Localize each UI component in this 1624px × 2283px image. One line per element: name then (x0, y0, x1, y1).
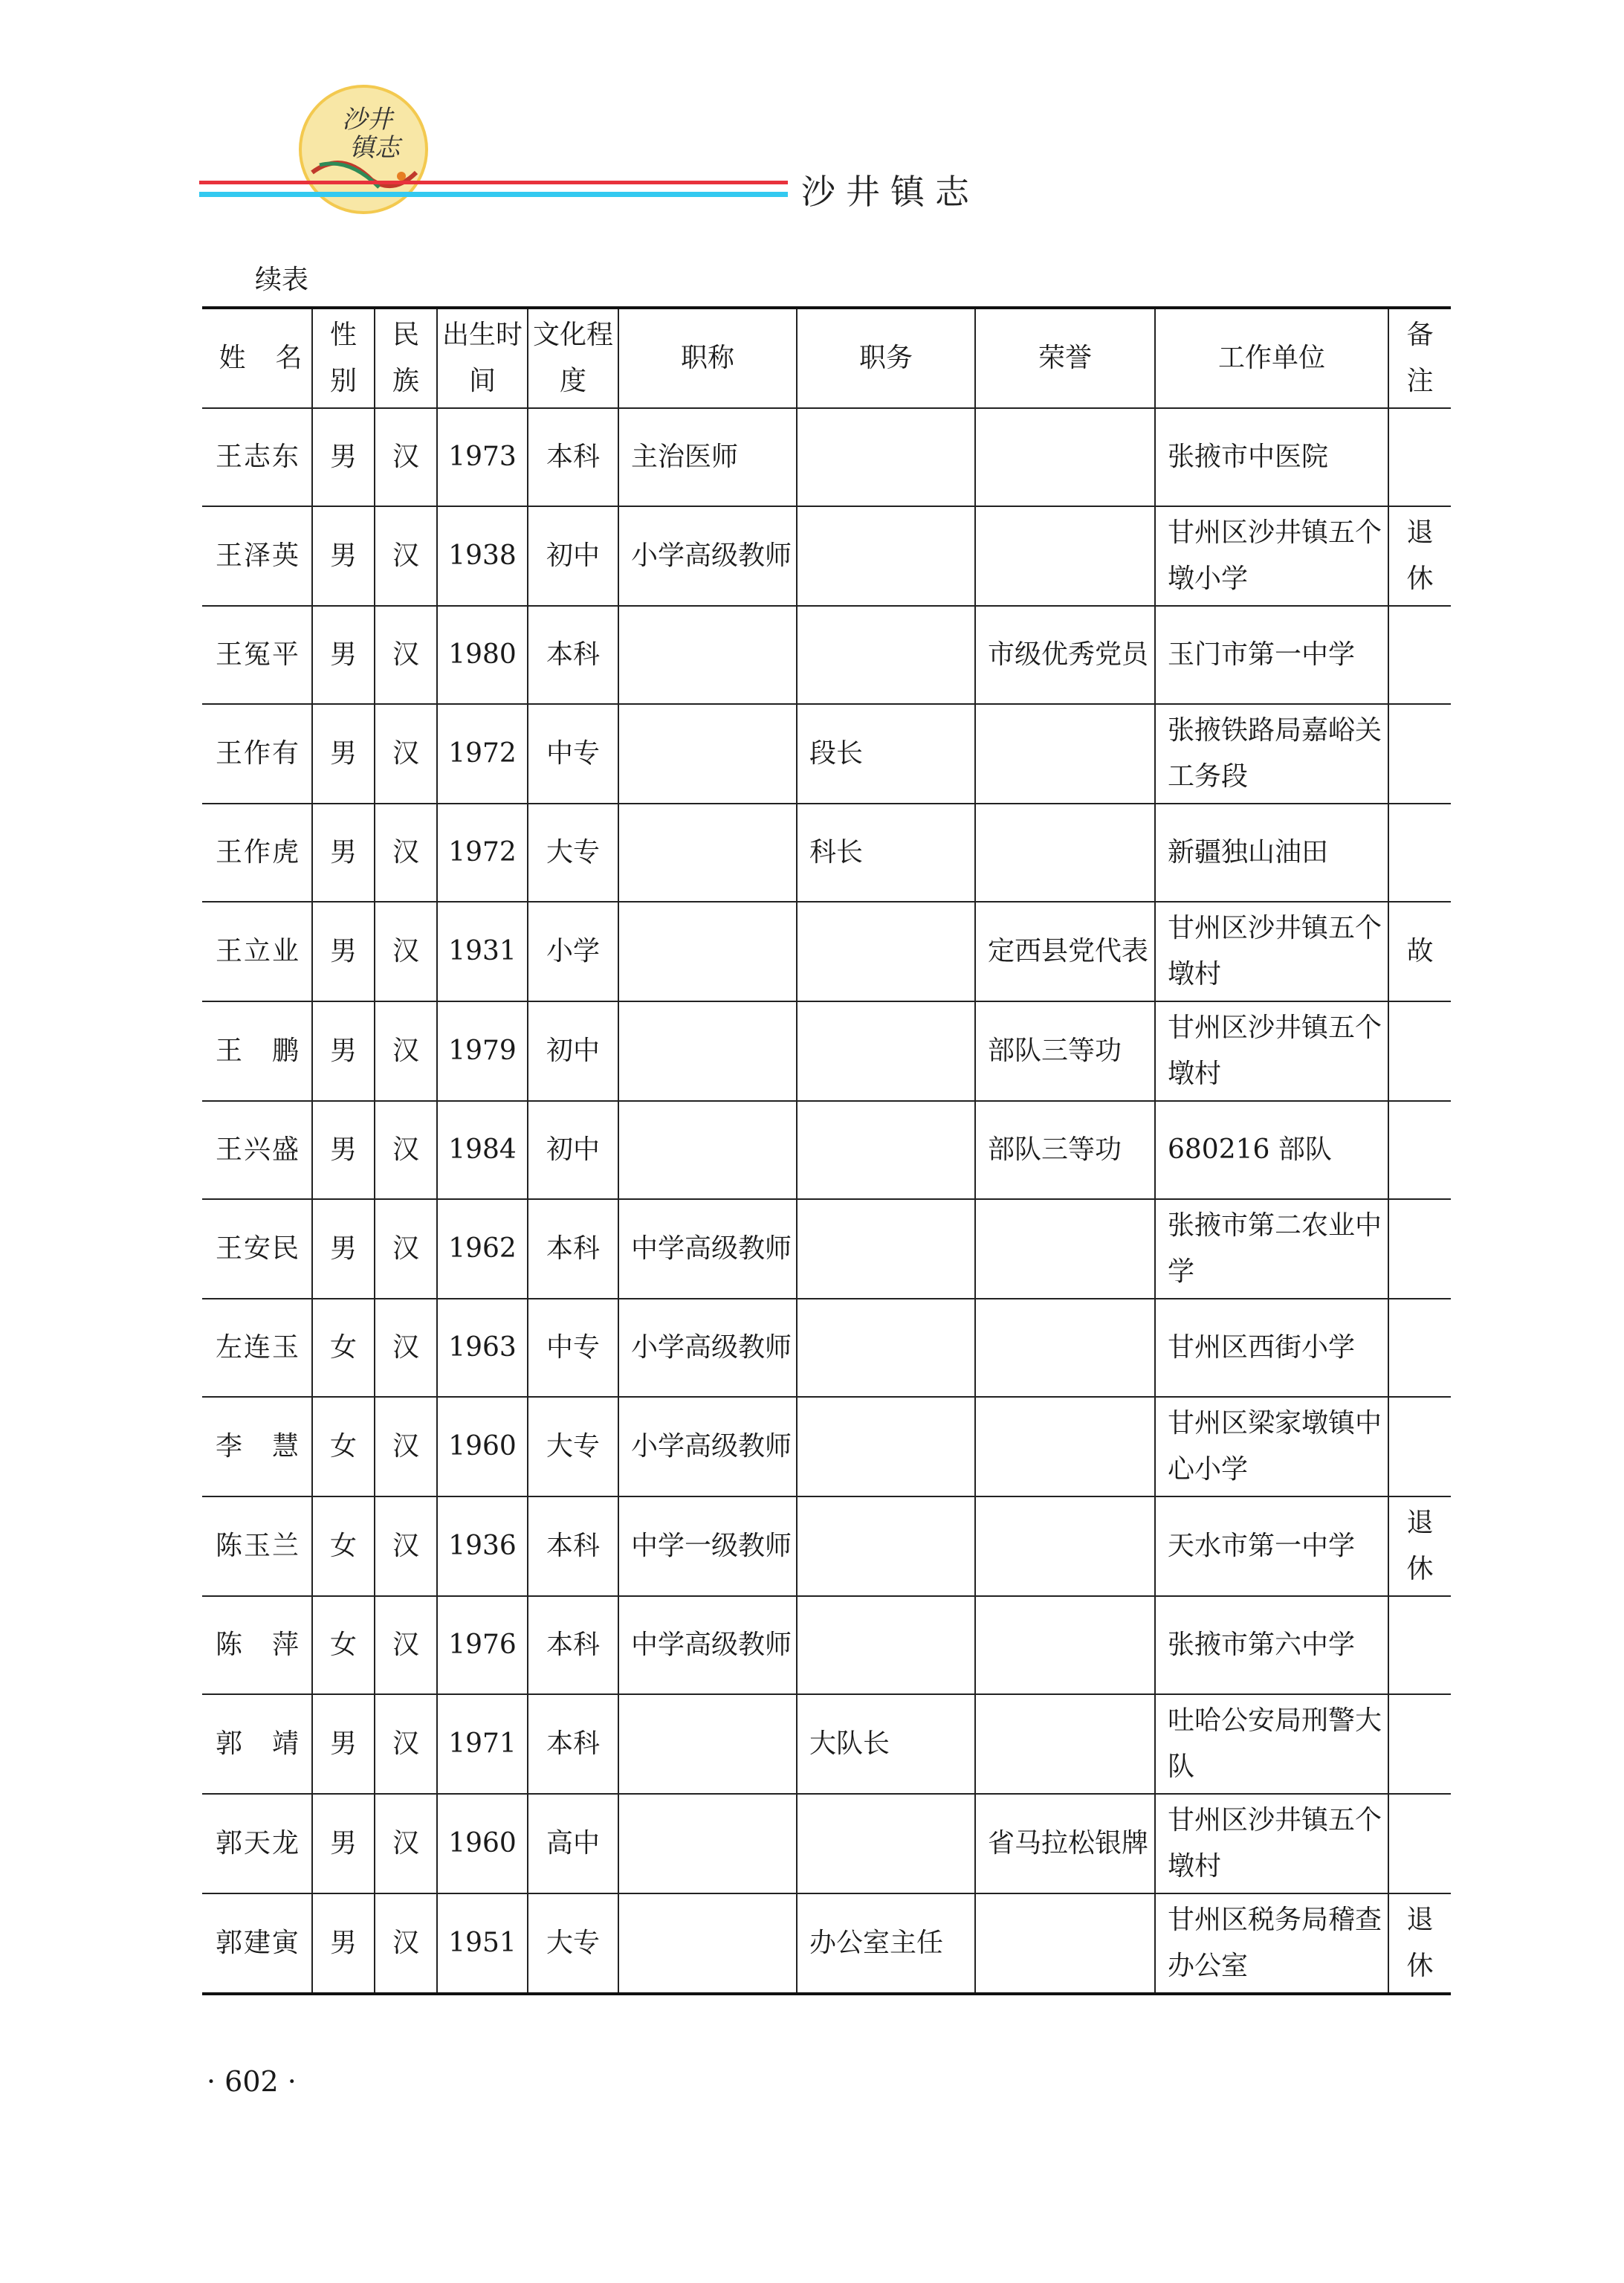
cell-title: 中学高级教师 (618, 1596, 797, 1694)
cell-sex: 男 (312, 1101, 375, 1199)
running-header-title: 沙井镇志 (801, 172, 980, 212)
cell-birth-year: 1960 (437, 1397, 528, 1496)
cell-title (618, 804, 797, 902)
cell-name: 王志东 (202, 408, 312, 506)
cell-sex: 男 (312, 1893, 375, 1994)
cell-ethnicity: 汉 (375, 1199, 437, 1299)
cell-remark (1388, 1794, 1451, 1893)
header-workplace: 工作单位 (1155, 308, 1388, 408)
cell-honor (975, 506, 1155, 606)
cell-remark (1388, 804, 1451, 902)
header-ethnicity: 民族 (375, 308, 437, 408)
cell-sex: 男 (312, 902, 375, 1001)
cell-sex: 男 (312, 704, 375, 804)
cell-ethnicity: 汉 (375, 1397, 437, 1496)
cell-birth-year: 1980 (437, 606, 528, 704)
cell-education: 初中 (528, 1101, 618, 1199)
cell-title: 中学高级教师 (618, 1199, 797, 1299)
cell-position (797, 1397, 975, 1496)
cell-birth-year: 1931 (437, 902, 528, 1001)
cell-sex: 男 (312, 408, 375, 506)
cell-remark: 故 (1388, 902, 1451, 1001)
cell-remark (1388, 1299, 1451, 1397)
cell-honor (975, 1694, 1155, 1794)
cell-workplace: 甘州区沙井镇五个墩村 (1155, 902, 1388, 1001)
table-row (202, 804, 1451, 902)
cell-position (797, 506, 975, 606)
cell-workplace: 张掖市中医院 (1155, 408, 1388, 506)
cell-position (797, 1299, 975, 1397)
cell-workplace: 张掖市第二农业中学 (1155, 1199, 1388, 1299)
cell-sex: 男 (312, 506, 375, 606)
cell-remark (1388, 606, 1451, 704)
cell-workplace: 甘州区沙井镇五个墩村 (1155, 1794, 1388, 1893)
cell-workplace: 张掖市第六中学 (1155, 1596, 1388, 1694)
table-row (202, 408, 1451, 506)
table-row (202, 704, 1451, 804)
cell-title (618, 1893, 797, 1994)
cell-education: 大专 (528, 1893, 618, 1994)
cell-position (797, 902, 975, 1001)
table-row (202, 1101, 1451, 1199)
cell-title (618, 606, 797, 704)
cell-honor (975, 1496, 1155, 1596)
cell-honor (975, 1893, 1155, 1994)
table-caption: 续表 (255, 265, 309, 295)
cell-birth-year: 1971 (437, 1694, 528, 1794)
cell-title: 小学高级教师 (618, 1397, 797, 1496)
cell-position (797, 1794, 975, 1893)
cell-birth-year: 1936 (437, 1496, 528, 1596)
cell-sex: 女 (312, 1299, 375, 1397)
header-honor: 荣誉 (975, 308, 1155, 408)
cell-workplace: 新疆独山油田 (1155, 804, 1388, 902)
table-row (202, 1794, 1451, 1893)
cell-birth-year: 1979 (437, 1001, 528, 1101)
cell-remark: 退休 (1388, 1496, 1451, 1596)
cell-ethnicity: 汉 (375, 1299, 437, 1397)
cell-education: 大专 (528, 1397, 618, 1496)
cell-name: 王安民 (202, 1199, 312, 1299)
cell-name: 王泽英 (202, 506, 312, 606)
cell-birth-year: 1976 (437, 1596, 528, 1694)
cell-ethnicity: 汉 (375, 506, 437, 606)
cell-remark (1388, 1397, 1451, 1496)
cell-ethnicity: 汉 (375, 1001, 437, 1101)
cell-honor: 省马拉松银牌 (975, 1794, 1155, 1893)
table-header-row (202, 308, 1451, 408)
table-row (202, 1397, 1451, 1496)
cell-education: 本科 (528, 1496, 618, 1596)
cell-ethnicity: 汉 (375, 704, 437, 804)
cell-honor (975, 1299, 1155, 1397)
cell-education: 小学 (528, 902, 618, 1001)
cell-position: 办公室主任 (797, 1893, 975, 1994)
cell-workplace: 天水市第一中学 (1155, 1496, 1388, 1596)
cell-sex: 女 (312, 1496, 375, 1596)
cell-honor: 部队三等功 (975, 1101, 1155, 1199)
cell-education: 本科 (528, 1694, 618, 1794)
cell-honor (975, 1596, 1155, 1694)
header-remark: 备注 (1388, 308, 1451, 408)
table-row (202, 1496, 1451, 1596)
table-row (202, 506, 1451, 606)
cell-education: 中专 (528, 1299, 618, 1397)
cell-workplace: 甘州区沙井镇五个墩小学 (1155, 506, 1388, 606)
cell-name: 王 鹏 (202, 1001, 312, 1101)
cell-title: 小学高级教师 (618, 506, 797, 606)
cell-position (797, 1496, 975, 1596)
cell-education: 高中 (528, 1794, 618, 1893)
cell-remark (1388, 1001, 1451, 1101)
cell-honor: 定西县党代表 (975, 902, 1155, 1001)
cell-honor: 部队三等功 (975, 1001, 1155, 1101)
cell-honor (975, 804, 1155, 902)
cell-sex: 男 (312, 1001, 375, 1101)
cell-education: 初中 (528, 506, 618, 606)
cell-position (797, 1596, 975, 1694)
cell-title (618, 1001, 797, 1101)
cell-ethnicity: 汉 (375, 1893, 437, 1994)
cell-workplace: 680216 部队 (1155, 1101, 1388, 1199)
cell-sex: 男 (312, 1199, 375, 1299)
cell-birth-year: 1972 (437, 704, 528, 804)
cell-remark (1388, 408, 1451, 506)
cell-name: 陈 萍 (202, 1596, 312, 1694)
table-row (202, 1299, 1451, 1397)
cell-position (797, 408, 975, 506)
cell-sex: 男 (312, 1794, 375, 1893)
cell-name: 王兴盛 (202, 1101, 312, 1199)
header-sex: 性别 (312, 308, 375, 408)
cell-name: 郭 靖 (202, 1694, 312, 1794)
cell-birth-year: 1963 (437, 1299, 528, 1397)
cell-education: 中专 (528, 704, 618, 804)
cell-remark (1388, 1694, 1451, 1794)
header-title: 职称 (618, 308, 797, 408)
table-row (202, 1001, 1451, 1101)
cell-ethnicity: 汉 (375, 1596, 437, 1694)
cell-education: 本科 (528, 1199, 618, 1299)
cell-name: 王作虎 (202, 804, 312, 902)
cell-ethnicity: 汉 (375, 1794, 437, 1893)
cell-remark (1388, 1199, 1451, 1299)
cell-workplace: 吐哈公安局刑警大队 (1155, 1694, 1388, 1794)
cell-sex: 女 (312, 1596, 375, 1694)
cell-workplace: 甘州区沙井镇五个墩村 (1155, 1001, 1388, 1101)
header-rule-red (199, 181, 788, 184)
table-row (202, 1893, 1451, 1994)
cell-workplace: 甘州区税务局稽查办公室 (1155, 1893, 1388, 1994)
cell-remark (1388, 1101, 1451, 1199)
cell-title (618, 1101, 797, 1199)
cell-name: 李 慧 (202, 1397, 312, 1496)
table-row (202, 606, 1451, 704)
cell-ethnicity: 汉 (375, 606, 437, 704)
logo-text-top: 沙井 (342, 105, 392, 135)
cell-name: 王作有 (202, 704, 312, 804)
page-number: · 602 · (207, 2065, 297, 2098)
cell-title: 小学高级教师 (618, 1299, 797, 1397)
cell-remark: 退休 (1388, 506, 1451, 606)
cell-ethnicity: 汉 (375, 408, 437, 506)
cell-honor (975, 1397, 1155, 1496)
cell-sex: 男 (312, 1694, 375, 1794)
cell-name: 郭建寅 (202, 1893, 312, 1994)
cell-honor (975, 704, 1155, 804)
cell-remark (1388, 704, 1451, 804)
cell-title: 主治医师 (618, 408, 797, 506)
cell-honor: 市级优秀党员 (975, 606, 1155, 704)
cell-ethnicity: 汉 (375, 1694, 437, 1794)
cell-sex: 男 (312, 804, 375, 902)
cell-title (618, 902, 797, 1001)
header-position: 职务 (797, 308, 975, 408)
cell-sex: 女 (312, 1397, 375, 1496)
cell-birth-year: 1962 (437, 1199, 528, 1299)
cell-ethnicity: 汉 (375, 804, 437, 902)
cell-name: 左连玉 (202, 1299, 312, 1397)
cell-title (618, 1694, 797, 1794)
personnel-table (202, 306, 1451, 1995)
cell-remark (1388, 1596, 1451, 1694)
cell-birth-year: 1984 (437, 1101, 528, 1199)
cell-education: 本科 (528, 408, 618, 506)
cell-education: 本科 (528, 606, 618, 704)
cell-workplace: 张掖铁路局嘉峪关工务段 (1155, 704, 1388, 804)
cell-birth-year: 1951 (437, 1893, 528, 1994)
header-education: 文化程度 (528, 308, 618, 408)
cell-ethnicity: 汉 (375, 1101, 437, 1199)
logo-text-bottom: 镇志 (349, 133, 400, 163)
cell-honor (975, 1199, 1155, 1299)
cell-name: 陈玉兰 (202, 1496, 312, 1596)
table-row (202, 902, 1451, 1001)
cell-position: 科长 (797, 804, 975, 902)
cell-sex: 男 (312, 606, 375, 704)
cell-ethnicity: 汉 (375, 1496, 437, 1596)
header-birth: 出生时间 (437, 308, 528, 408)
cell-name: 王冤平 (202, 606, 312, 704)
header-rule-cyan (199, 192, 788, 197)
cell-birth-year: 1973 (437, 408, 528, 506)
header-name: 姓 名 (202, 308, 312, 408)
cell-position (797, 606, 975, 704)
cell-workplace: 甘州区西街小学 (1155, 1299, 1388, 1397)
table-row (202, 1199, 1451, 1299)
cell-name: 王立业 (202, 902, 312, 1001)
cell-birth-year: 1938 (437, 506, 528, 606)
cell-workplace: 甘州区梁家墩镇中心小学 (1155, 1397, 1388, 1496)
cell-name: 郭天龙 (202, 1794, 312, 1893)
cell-title (618, 704, 797, 804)
cell-birth-year: 1972 (437, 804, 528, 902)
cell-position (797, 1101, 975, 1199)
cell-birth-year: 1960 (437, 1794, 528, 1893)
cell-position (797, 1199, 975, 1299)
cell-title (618, 1794, 797, 1893)
cell-title: 中学一级教师 (618, 1496, 797, 1596)
table-row (202, 1596, 1451, 1694)
cell-honor (975, 408, 1155, 506)
cell-remark: 退休 (1388, 1893, 1451, 1994)
cell-education: 本科 (528, 1596, 618, 1694)
cell-position: 段长 (797, 704, 975, 804)
cell-position: 大队长 (797, 1694, 975, 1794)
cell-workplace: 玉门市第一中学 (1155, 606, 1388, 704)
cell-position (797, 1001, 975, 1101)
cell-education: 大专 (528, 804, 618, 902)
table-row (202, 1694, 1451, 1794)
cell-education: 初中 (528, 1001, 618, 1101)
cell-ethnicity: 汉 (375, 902, 437, 1001)
